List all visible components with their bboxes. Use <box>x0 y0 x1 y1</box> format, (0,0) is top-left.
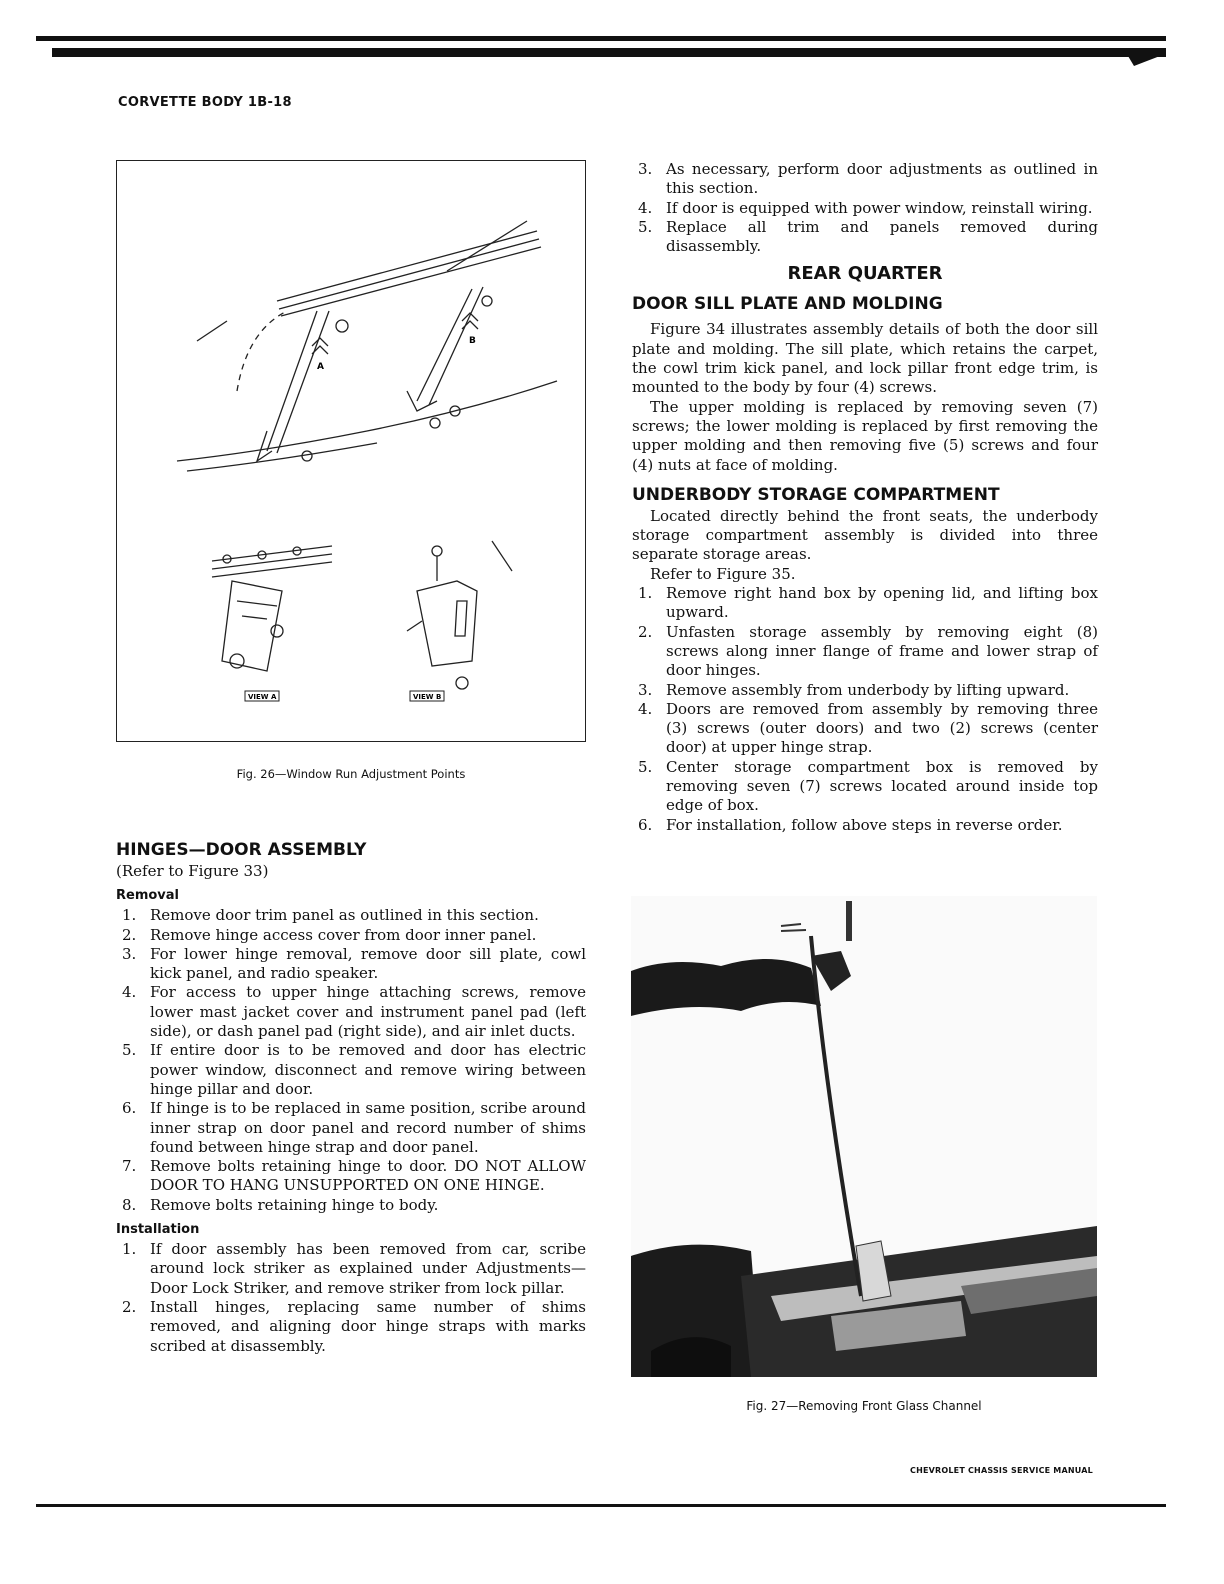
figure-27-photo <box>631 896 1097 1377</box>
list-item: 6. For installation, follow above steps in reverse order. <box>638 815 1063 834</box>
list-item: 2. Unfasten storage assembly by removing eight (8) screws along inner flange of frame and lower strap of door hinges. <box>638 622 1098 680</box>
left-column <box>116 840 586 1356</box>
label-a: A <box>317 362 324 372</box>
list-item: 6. If hinge is to be replaced in same position, scribe around inner strap on door panel and record number of shims found between hinge strap and door panel. <box>122 1099 586 1156</box>
window-run-illustration <box>117 161 585 741</box>
storage-heading: UNDERBODY STORAGE COMPARTMENT <box>632 484 1000 505</box>
list-item: 2. Remove hinge access cover from door inner panel. <box>122 925 537 944</box>
corner-hook <box>1128 56 1160 66</box>
list-item: 3. For lower hinge removal, remove door sill plate, cowl kick panel, and radio speaker. <box>122 944 586 983</box>
storage-paragraph-2: Refer to Figure 35. <box>650 564 796 583</box>
sill-plate-heading: DOOR SILL PLATE AND MOLDING <box>632 294 943 315</box>
installation-list <box>116 1240 586 1356</box>
figure-27-caption: Fig. 27—Removing Front Glass Channel <box>746 1399 982 1413</box>
view-b-label: VIEW B <box>413 693 442 701</box>
hinges-heading: HINGES—DOOR ASSEMBLY <box>116 840 367 860</box>
top-rule <box>36 36 1166 41</box>
list-item: 2. Install hinges, replacing same number of shims removed, and aligning door hinge straps with marks scribed at disassembly. <box>122 1297 586 1355</box>
figure-26-caption: Fig. 26—Window Run Adjustment Points <box>236 767 466 781</box>
sill-paragraph-1: Figure 34 illustrates assembly details of both the door sill plate and molding. The sill plate, which retains the carpet, the cowl trim kick panel, and lock pillar front edge trim, is mounted to the body by four (4) screws. <box>632 320 1098 397</box>
list-item: 5. If entire door is to be removed and door has electric power window, disconnect and remove wiring between hinge pillar and door. <box>122 1041 586 1098</box>
list-item: 5. Replace all trim and panels removed during disassembly. <box>638 217 1098 256</box>
bottom-rule <box>36 1504 1166 1507</box>
installation-heading: Installation <box>116 1222 200 1238</box>
list-item: 3. Remove assembly from underbody by lifting upward. <box>638 680 1070 699</box>
hinges-reference: (Refer to Figure 33) <box>116 862 269 880</box>
top-rule-thick <box>52 48 1166 57</box>
list-item: 4. If door is equipped with power window, reinstall wiring. <box>638 198 1093 217</box>
list-item: 1. If door assembly has been removed from car, scribe around lock striker as explained under Adjustments—Door Lock Striker, and remove striker from lock pillar. <box>122 1240 586 1297</box>
page-header: CORVETTE BODY 1B-18 <box>118 95 292 110</box>
removal-list <box>116 906 586 1215</box>
list-item: 4. Doors are removed from assembly by removing three (3) screws (outer doors) and two (2) screws (center door) at upper hinge strap. <box>638 699 1098 757</box>
list-item: 1. Remove right hand box by opening lid, and lifting box upward. <box>638 584 1098 622</box>
storage-list <box>632 584 1098 835</box>
rear-quarter-heading: REAR QUARTER <box>787 263 943 285</box>
sill-paragraph-2: The upper molding is replaced by removing seven (7) screws; the lower molding is replaced by first removing the upper molding and then removing five (5) screws and four (4) nuts at face of molding. <box>632 397 1098 474</box>
page-footer: CHEVROLET CHASSIS SERVICE MANUAL <box>910 1466 1093 1475</box>
figure-26 <box>116 160 586 742</box>
list-item: 5. Center storage compartment box is removed by removing seven (7) screws located around inside top edge of box. <box>638 757 1098 815</box>
removal-heading: Removal <box>116 888 180 904</box>
list-item: 8. Remove bolts retaining hinge to body. <box>122 1195 439 1214</box>
list-item: 1. Remove door trim panel as outlined in this section. <box>122 906 539 925</box>
label-b: B <box>469 336 476 346</box>
list-item: 7. Remove bolts retaining hinge to door. DO NOT ALLOW DOOR TO HANG UNSUPPORTED ON ONE HINGE. <box>122 1157 586 1195</box>
view-a-label: VIEW A <box>248 693 277 701</box>
list-item: 3. As necessary, perform door adjustments as outlined in this section. <box>638 160 1098 198</box>
glass-channel-photo <box>631 896 1097 1377</box>
list-item: 4. For access to upper hinge attaching screws, remove lower mast jacket cover and instrument panel pad (left side), or dash panel pad (right side), and air inlet ducts. <box>122 983 586 1041</box>
right-column <box>632 160 1098 835</box>
continued-list <box>632 160 1098 256</box>
storage-paragraph-1: Located directly behind the front seats, the underbody storage compartment assembly is divided into three separate storage areas. <box>632 506 1098 564</box>
